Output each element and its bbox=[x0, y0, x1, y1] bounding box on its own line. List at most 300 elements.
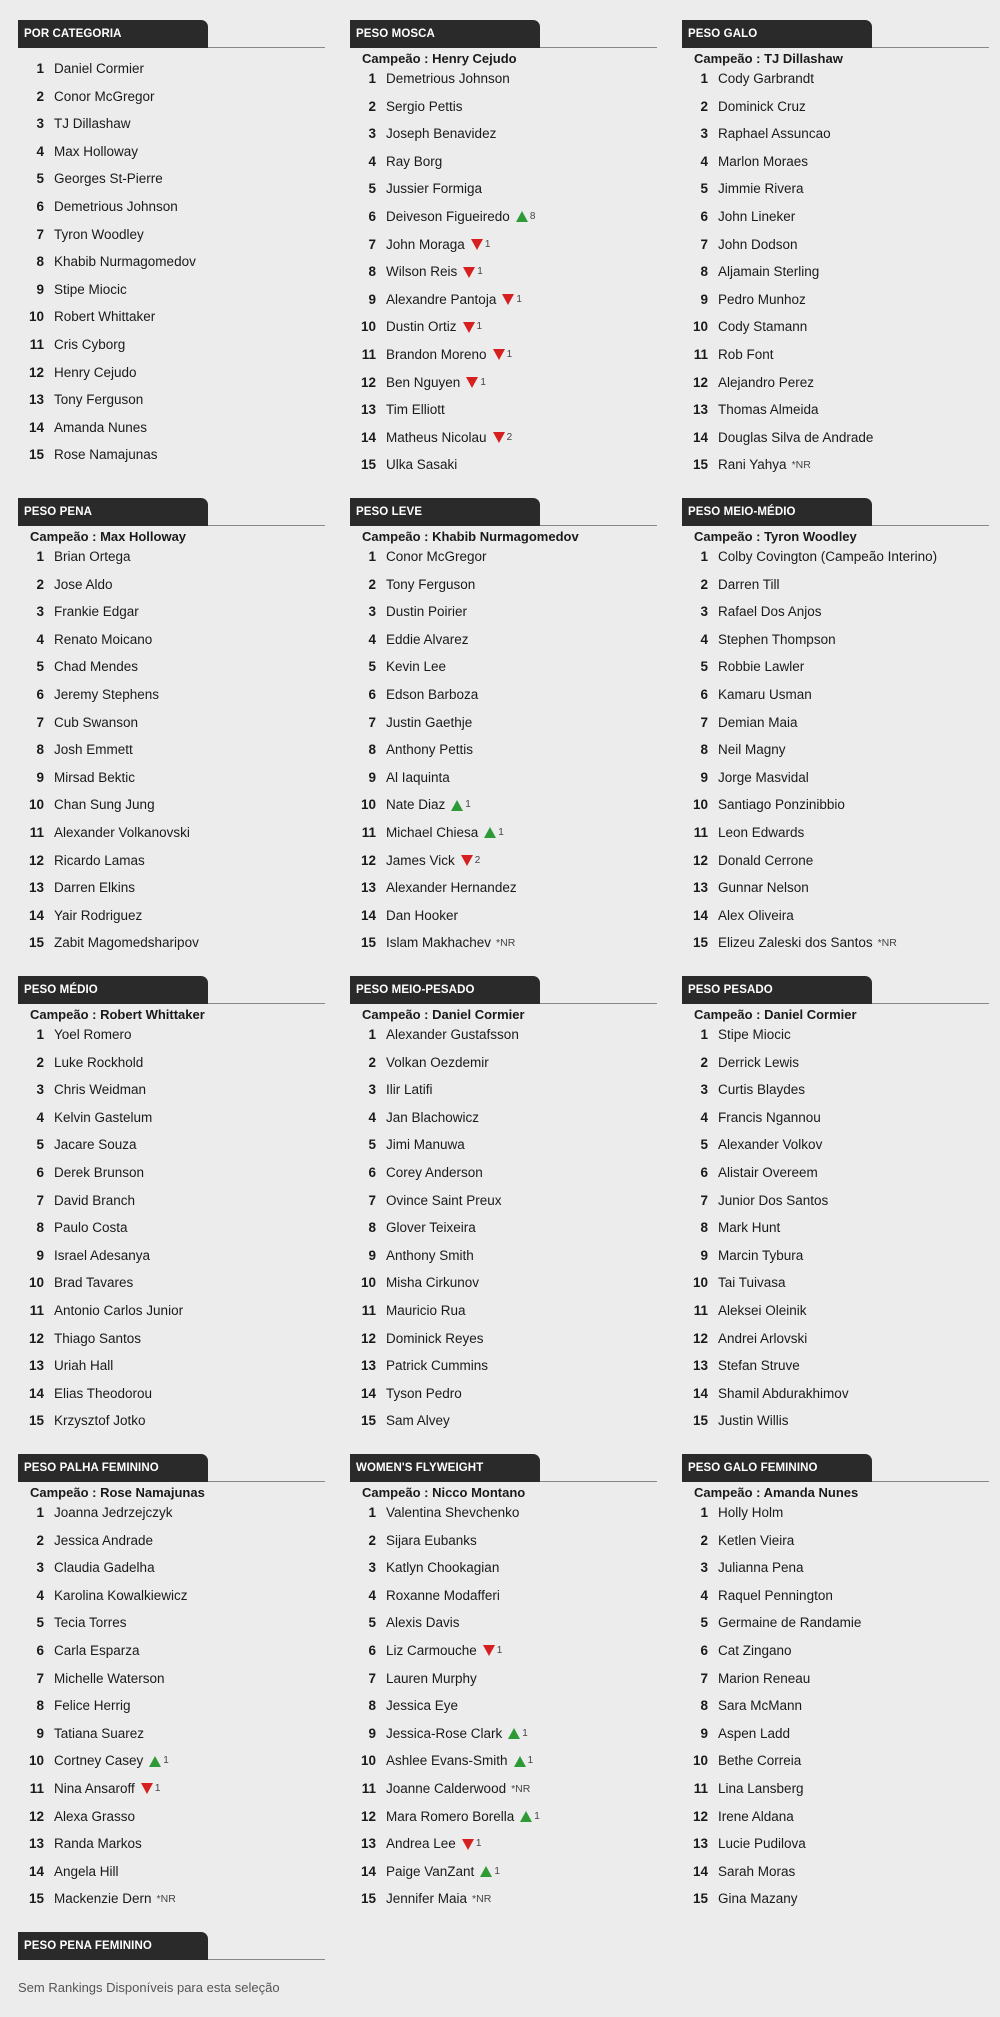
fighter-name[interactable]: Lauren Murphy bbox=[386, 1670, 477, 1686]
not-ranked-badge: *NR bbox=[156, 1893, 176, 1906]
fighter-name[interactable]: Anthony Pettis bbox=[386, 742, 474, 758]
panel-tab[interactable]: PESO PENA bbox=[18, 498, 208, 526]
fighter-name[interactable]: Stephen Thompson bbox=[718, 631, 836, 647]
ranking-row bbox=[682, 1860, 989, 1888]
ranking-row bbox=[18, 1271, 325, 1299]
ranking-row bbox=[682, 1161, 989, 1189]
fighter-name[interactable]: Alex Oliveira bbox=[718, 907, 794, 923]
fighter-name[interactable]: Daniel Cormier bbox=[54, 61, 145, 76]
fighter-name[interactable]: Dominick Reyes bbox=[386, 1330, 484, 1346]
rank-number: 8 bbox=[700, 1698, 708, 1714]
fighter-name[interactable]: Antonio Carlos Junior bbox=[54, 1302, 184, 1318]
fighter-name[interactable]: Sara McMann bbox=[718, 1698, 803, 1714]
empty-message: Sem Rankings Disponíveis para esta seleção bbox=[18, 1980, 280, 1995]
ranking-row bbox=[682, 1805, 989, 1833]
ranking-row bbox=[350, 683, 657, 711]
fighter-name[interactable]: Nate Diaz bbox=[386, 797, 446, 813]
fighter-name[interactable]: Tony Ferguson bbox=[386, 576, 476, 592]
fighter-name[interactable]: TJ Dillashaw bbox=[54, 116, 131, 132]
fighter-name[interactable]: Ben Nguyen bbox=[386, 374, 461, 390]
fighter-name[interactable]: Claudia Gadelha bbox=[54, 1560, 155, 1576]
fighter-name[interactable]: Andrei Arlovski bbox=[718, 1330, 808, 1346]
fighter-name[interactable]: Ilir Latifi bbox=[386, 1082, 433, 1098]
ranking-row bbox=[18, 57, 325, 85]
fighter-name[interactable]: Marion Reneau bbox=[718, 1670, 811, 1686]
ranking-row bbox=[18, 1667, 325, 1695]
rank-number: 4 bbox=[368, 631, 376, 647]
fighter-name[interactable]: Ray Borg bbox=[386, 153, 443, 169]
rank-number: 3 bbox=[700, 604, 708, 620]
fighter-name[interactable]: Elizeu Zaleski dos Santos bbox=[718, 935, 873, 951]
rank-number: 2 bbox=[700, 1054, 708, 1070]
fighter-name[interactable]: Renato Moicano bbox=[54, 631, 153, 647]
rank-number: 13 bbox=[28, 880, 44, 896]
ranking-row bbox=[682, 1271, 989, 1299]
movement-delta: 2 bbox=[506, 431, 513, 443]
fighter-name[interactable]: Conor McGregor bbox=[386, 549, 487, 564]
panel-tab[interactable]: PESO GALO FEMININO bbox=[682, 1454, 872, 1482]
fighter-name[interactable]: Justin Willis bbox=[718, 1413, 789, 1429]
fighter-name[interactable]: Thomas Almeida bbox=[718, 402, 819, 418]
fighter-name[interactable]: Colby Covington (Campeão Interino) bbox=[718, 549, 938, 564]
fighter-name[interactable]: Lina Lansberg bbox=[718, 1780, 804, 1796]
fighter-name[interactable]: Kevin Lee bbox=[386, 659, 447, 675]
fighter-name[interactable]: Jimi Manuwa bbox=[386, 1137, 465, 1153]
fighter-name[interactable]: Amanda Nunes bbox=[54, 419, 148, 435]
fighter-name[interactable]: Sergio Pettis bbox=[386, 98, 463, 114]
rank-number: 10 bbox=[360, 319, 376, 335]
fighter-name[interactable]: Michael Chiesa bbox=[386, 824, 479, 840]
champion-label: Campeão : Robert Whittaker bbox=[30, 1007, 205, 1022]
fighter-name[interactable]: Patrick Cummins bbox=[386, 1358, 489, 1374]
fighter-name[interactable]: Sijara Eubanks bbox=[386, 1532, 477, 1548]
fighter-name[interactable]: Krzysztof Jotko bbox=[54, 1413, 146, 1429]
rank-number: 12 bbox=[692, 852, 708, 868]
fighter-name[interactable]: Jennifer Maia bbox=[386, 1891, 468, 1907]
fighter-name[interactable]: Dominick Cruz bbox=[718, 98, 806, 114]
arrow-up-icon bbox=[514, 1756, 526, 1767]
fighter-name[interactable]: Francis Ngannou bbox=[718, 1109, 821, 1125]
ranking-row bbox=[18, 766, 325, 794]
ranking-row bbox=[18, 821, 325, 849]
fighter-name[interactable]: Dan Hooker bbox=[386, 907, 459, 923]
ranking-row bbox=[350, 371, 657, 399]
ranking-row bbox=[350, 1051, 657, 1079]
ranking-row bbox=[682, 1639, 989, 1667]
movement-delta: 1 bbox=[484, 238, 491, 250]
fighter-name[interactable]: Aspen Ladd bbox=[718, 1725, 791, 1741]
fighter-name[interactable]: Alistair Overeem bbox=[718, 1164, 818, 1180]
fighter-name[interactable]: Raquel Pennington bbox=[718, 1587, 833, 1603]
fighter-name[interactable]: Jacare Souza bbox=[54, 1137, 137, 1153]
rank-number: 12 bbox=[28, 1330, 44, 1346]
fighter-name[interactable]: Corey Anderson bbox=[386, 1164, 483, 1180]
rank-number: 12 bbox=[28, 364, 44, 380]
rank-number: 3 bbox=[368, 604, 376, 620]
fighter-name[interactable]: Glover Teixeira bbox=[386, 1220, 476, 1236]
fighter-name[interactable]: Joseph Benavidez bbox=[386, 126, 497, 142]
fighter-name[interactable]: Jose Aldo bbox=[54, 576, 113, 592]
ranking-row bbox=[18, 167, 325, 195]
ranking-row bbox=[18, 1749, 325, 1777]
panel-tab[interactable]: WOMEN'S FLYWEIGHT bbox=[350, 1454, 540, 1482]
fighter-name[interactable]: Derrick Lewis bbox=[718, 1054, 800, 1070]
movement-delta: 1 bbox=[506, 348, 513, 360]
fighter-name[interactable]: Dustin Poirier bbox=[386, 604, 468, 620]
fighter-name[interactable]: Donald Cerrone bbox=[718, 852, 814, 868]
ranking-row bbox=[350, 904, 657, 932]
ranking-row bbox=[18, 1556, 325, 1584]
ranking-row bbox=[18, 1611, 325, 1639]
ranking-row bbox=[682, 655, 989, 683]
rank-movement bbox=[516, 205, 536, 229]
fighter-name[interactable]: Germaine de Randamie bbox=[718, 1615, 862, 1631]
panel-tab[interactable]: PESO LEVE bbox=[350, 498, 540, 526]
rankings-grid bbox=[18, 20, 989, 1932]
fighter-name[interactable]: Rani Yahya bbox=[718, 457, 787, 473]
fighter-name[interactable]: Wilson Reis bbox=[386, 264, 458, 280]
fighter-name[interactable]: Julianna Pena bbox=[718, 1560, 804, 1576]
fighter-name[interactable]: Chris Weidman bbox=[54, 1082, 147, 1098]
fighter-name[interactable]: Demian Maia bbox=[718, 714, 798, 730]
ranking-row bbox=[18, 1694, 325, 1722]
fighter-name[interactable]: Jan Blachowicz bbox=[386, 1109, 480, 1125]
panel-tab[interactable]: PESO MOSCA bbox=[350, 20, 540, 48]
fighter-name[interactable]: Katlyn Chookagian bbox=[386, 1560, 500, 1576]
rank-number: 11 bbox=[29, 824, 44, 840]
fighter-name[interactable]: Valentina Shevchenko bbox=[386, 1505, 520, 1520]
ranking-row bbox=[682, 904, 989, 932]
rank-number: 15 bbox=[28, 935, 44, 951]
fighter-name[interactable]: Holly Holm bbox=[718, 1505, 784, 1520]
fighter-name[interactable]: Jeremy Stephens bbox=[54, 686, 160, 702]
rank-number: 10 bbox=[692, 797, 708, 813]
fighter-name[interactable]: John Moraga bbox=[386, 236, 465, 252]
fighter-name[interactable]: Tyson Pedro bbox=[386, 1385, 462, 1401]
fighter-name[interactable]: Yoel Romero bbox=[54, 1027, 132, 1042]
fighter-name[interactable]: Randa Markos bbox=[54, 1836, 142, 1852]
ranking-row bbox=[18, 655, 325, 683]
arrow-up-icon bbox=[480, 1866, 492, 1877]
ranking-row bbox=[682, 1611, 989, 1639]
fighter-name[interactable]: Roxanne Modafferi bbox=[386, 1587, 500, 1603]
ranking-row bbox=[350, 122, 657, 150]
panel-tab[interactable]: PESO MEIO-MÉDIO bbox=[682, 498, 872, 526]
fighter-name[interactable]: Robert Whittaker bbox=[54, 309, 156, 325]
rank-number: 1 bbox=[368, 1027, 376, 1042]
fighter-name[interactable]: Rafael Dos Anjos bbox=[718, 604, 822, 620]
rank-number: 10 bbox=[692, 1275, 708, 1291]
fighter-name[interactable]: Conor McGregor bbox=[54, 88, 155, 104]
fighter-name[interactable]: Neil Magny bbox=[718, 742, 786, 758]
fighter-name[interactable]: Demetrious Johnson bbox=[386, 71, 510, 86]
fighter-name[interactable]: Karolina Kowalkiewicz bbox=[54, 1587, 188, 1603]
ranking-row bbox=[682, 1382, 989, 1410]
fighter-name[interactable]: Dustin Ortiz bbox=[386, 319, 457, 335]
rank-number: 5 bbox=[36, 659, 44, 675]
fighter-name[interactable]: Alejandro Perez bbox=[718, 374, 815, 390]
fighter-name[interactable]: Alexis Davis bbox=[386, 1615, 460, 1631]
fighter-name[interactable]: Mara Romero Borella bbox=[386, 1808, 515, 1824]
rank-number: 7 bbox=[700, 1192, 708, 1208]
ranking-row bbox=[350, 1244, 657, 1272]
ranking-row bbox=[682, 766, 989, 794]
fighter-name[interactable]: Irene Aldana bbox=[718, 1808, 794, 1824]
fighter-name[interactable]: Chad Mendes bbox=[54, 659, 139, 675]
fighter-name[interactable]: Mackenzie Dern bbox=[54, 1891, 152, 1907]
panel-tab[interactable]: PESO PALHA FEMININO bbox=[18, 1454, 208, 1482]
fighter-name[interactable]: Volkan Oezdemir bbox=[386, 1054, 489, 1070]
fighter-name[interactable]: Kelvin Gastelum bbox=[54, 1109, 153, 1125]
fighter-name[interactable]: David Branch bbox=[54, 1192, 136, 1208]
fighter-name[interactable]: Cris Cyborg bbox=[54, 336, 126, 352]
fighter-name[interactable]: Robbie Lawler bbox=[718, 659, 805, 675]
ranking-row bbox=[350, 288, 657, 316]
ranking-panel bbox=[682, 498, 989, 976]
ranking-row bbox=[350, 1832, 657, 1860]
fighter-name[interactable]: Marlon Moraes bbox=[718, 153, 809, 169]
fighter-name[interactable]: Stefan Struve bbox=[718, 1358, 800, 1374]
rank-number: 11 bbox=[361, 1780, 376, 1796]
fighter-name[interactable]: Max Holloway bbox=[54, 143, 139, 159]
ranking-row bbox=[18, 545, 325, 573]
rank-movement bbox=[463, 260, 483, 284]
fighter-name[interactable]: Mauricio Rua bbox=[386, 1302, 466, 1318]
fighter-name[interactable]: Al Iaquinta bbox=[386, 769, 450, 785]
fighter-name[interactable]: Henry Cejudo bbox=[54, 364, 137, 380]
panel-tab[interactable]: PESO PENA FEMININO bbox=[18, 1932, 208, 1960]
fighter-name[interactable]: Anthony Smith bbox=[386, 1247, 474, 1263]
fighter-name[interactable]: Cat Zingano bbox=[718, 1642, 792, 1658]
ranking-panel bbox=[350, 1454, 657, 1932]
fighter-name[interactable]: Alexander Volkov bbox=[718, 1137, 823, 1153]
fighter-name[interactable]: Stipe Miocic bbox=[718, 1027, 791, 1042]
fighter-name[interactable]: Jorge Masvidal bbox=[718, 769, 809, 785]
ranking-row bbox=[18, 361, 325, 389]
fighter-name[interactable]: Alexander Volkanovski bbox=[54, 824, 190, 840]
fighter-name[interactable]: Junior Dos Santos bbox=[718, 1192, 829, 1208]
fighter-name[interactable]: Deiveson Figueiredo bbox=[386, 208, 510, 224]
fighter-name[interactable]: Lucie Pudilova bbox=[718, 1836, 806, 1852]
rank-number: 8 bbox=[36, 1220, 44, 1236]
rank-number: 11 bbox=[29, 336, 44, 352]
fighter-name[interactable]: Ulka Sasaki bbox=[386, 457, 458, 473]
fighter-name[interactable]: Aljamain Sterling bbox=[718, 264, 820, 280]
rank-number: 7 bbox=[368, 236, 376, 252]
rank-number: 13 bbox=[360, 402, 376, 418]
ranking-row bbox=[350, 1133, 657, 1161]
panel-tab[interactable]: PESO MÉDIO bbox=[18, 976, 208, 1004]
ranking-row bbox=[18, 1639, 325, 1667]
rank-number: 1 bbox=[368, 71, 376, 86]
fighter-name[interactable]: Cody Garbrandt bbox=[718, 71, 815, 86]
fighter-name[interactable]: Cortney Casey bbox=[54, 1753, 144, 1769]
panel-tab[interactable]: PESO GALO bbox=[682, 20, 872, 48]
fighter-name[interactable]: Jimmie Rivera bbox=[718, 181, 804, 197]
champion-label: Campeão : Nicco Montano bbox=[362, 1485, 526, 1500]
fighter-name[interactable]: Cody Stamann bbox=[718, 319, 808, 335]
ranking-row bbox=[682, 1133, 989, 1161]
rank-number: 9 bbox=[700, 1725, 708, 1741]
fighter-name[interactable]: Tai Tuivasa bbox=[718, 1275, 786, 1291]
rank-number: 15 bbox=[692, 935, 708, 951]
rank-number: 7 bbox=[36, 226, 44, 242]
ranking-panel bbox=[682, 1454, 989, 1932]
fighter-name[interactable]: Felice Herrig bbox=[54, 1698, 131, 1714]
rank-number: 5 bbox=[700, 1615, 708, 1631]
panel-tab[interactable]: PESO MEIO-PESADO bbox=[350, 976, 540, 1004]
ranking-row bbox=[682, 1051, 989, 1079]
ranking-row bbox=[18, 876, 325, 904]
ranking-row bbox=[18, 1777, 325, 1805]
fighter-name[interactable]: Cub Swanson bbox=[54, 714, 139, 730]
fighter-name[interactable]: Tim Elliott bbox=[386, 402, 445, 418]
ranking-row bbox=[350, 1409, 657, 1437]
fighter-name[interactable]: Nina Ansaroff bbox=[54, 1780, 135, 1796]
rank-number: 14 bbox=[692, 907, 708, 923]
fighter-name[interactable]: Frankie Edgar bbox=[54, 604, 139, 620]
fighter-name[interactable]: Marcin Tybura bbox=[718, 1247, 804, 1263]
fighter-name[interactable]: Paige VanZant bbox=[386, 1863, 475, 1879]
fighter-name[interactable]: Stipe Miocic bbox=[54, 281, 127, 297]
rank-number: 9 bbox=[700, 1247, 708, 1263]
fighter-name[interactable]: Elias Theodorou bbox=[54, 1385, 153, 1401]
fighter-name[interactable]: Santiago Ponzinibbio bbox=[718, 797, 845, 813]
panel-tab[interactable]: PESO PESADO bbox=[682, 976, 872, 1004]
fighter-name[interactable]: Brandon Moreno bbox=[386, 346, 487, 362]
ranking-row bbox=[682, 573, 989, 601]
fighter-name[interactable]: Matheus Nicolau bbox=[386, 429, 487, 445]
fighter-name[interactable]: Jessica Andrade bbox=[54, 1532, 154, 1548]
fighter-name[interactable]: Shamil Abdurakhimov bbox=[718, 1385, 849, 1401]
fighter-name[interactable]: Andrea Lee bbox=[386, 1836, 456, 1852]
fighter-name[interactable]: Michelle Waterson bbox=[54, 1670, 165, 1686]
fighter-name[interactable]: Brad Tavares bbox=[54, 1275, 134, 1291]
fighter-name[interactable]: Curtis Blaydes bbox=[718, 1082, 806, 1098]
ranking-row bbox=[350, 177, 657, 205]
movement-delta: 1 bbox=[475, 1838, 482, 1850]
fighter-name[interactable]: Luke Rockhold bbox=[54, 1054, 144, 1070]
arrow-up-icon bbox=[520, 1811, 532, 1822]
fighter-name[interactable]: Paulo Costa bbox=[54, 1220, 128, 1236]
fighter-name[interactable]: Yair Rodriguez bbox=[54, 907, 143, 923]
rank-number: 1 bbox=[36, 61, 44, 76]
movement-delta: 1 bbox=[494, 1865, 500, 1877]
ranking-list bbox=[682, 1501, 989, 1915]
fighter-name[interactable]: Khabib Nurmagomedov bbox=[54, 254, 196, 270]
ranking-row bbox=[682, 95, 989, 123]
fighter-name[interactable]: Ketlen Vieira bbox=[718, 1532, 795, 1548]
fighter-name[interactable]: Aleksei Oleinik bbox=[718, 1302, 807, 1318]
fighter-name[interactable]: Kamaru Usman bbox=[718, 686, 812, 702]
ranking-row bbox=[682, 876, 989, 904]
ranking-row bbox=[682, 1722, 989, 1750]
fighter-name[interactable]: Joanne Calderwood bbox=[386, 1780, 507, 1796]
rank-movement bbox=[149, 1749, 169, 1773]
rank-number: 8 bbox=[368, 742, 376, 758]
fighter-name[interactable]: Rob Font bbox=[718, 346, 774, 362]
fighter-name[interactable]: Raphael Assuncao bbox=[718, 126, 831, 142]
ranking-row bbox=[682, 343, 989, 371]
fighter-name[interactable]: Alexa Grasso bbox=[54, 1808, 136, 1824]
fighter-name[interactable]: Jessica-Rose Clark bbox=[386, 1725, 503, 1741]
fighter-name[interactable]: Ovince Saint Preux bbox=[386, 1192, 502, 1208]
ranking-row bbox=[18, 1529, 325, 1557]
fighter-name[interactable]: Mark Hunt bbox=[718, 1220, 781, 1236]
fighter-name[interactable]: James Vick bbox=[386, 852, 455, 868]
fighter-name[interactable]: Tecia Torres bbox=[54, 1615, 127, 1631]
fighter-name[interactable]: Joanna Jedrzejczyk bbox=[54, 1505, 173, 1520]
fighter-name[interactable]: John Dodson bbox=[718, 236, 798, 252]
fighter-name[interactable]: Georges St-Pierre bbox=[54, 171, 163, 187]
fighter-name[interactable]: Sam Alvey bbox=[386, 1413, 450, 1429]
ranking-row bbox=[18, 738, 325, 766]
ranking-row bbox=[682, 738, 989, 766]
fighter-name[interactable]: Mirsad Bektic bbox=[54, 769, 136, 785]
fighter-name[interactable]: Jessica Eye bbox=[386, 1698, 459, 1714]
fighter-name[interactable]: Darren Till bbox=[718, 576, 780, 592]
rank-number: 9 bbox=[36, 1725, 44, 1741]
fighter-name[interactable]: Chan Sung Jung bbox=[54, 797, 155, 813]
fighter-name[interactable]: Demetrious Johnson bbox=[54, 198, 178, 214]
fighter-name[interactable]: Tatiana Suarez bbox=[54, 1725, 145, 1741]
ranking-row bbox=[350, 1556, 657, 1584]
fighter-name[interactable]: Justin Gaethje bbox=[386, 714, 473, 730]
panel-tab[interactable]: POR CATEGORIA bbox=[18, 20, 208, 48]
fighter-name[interactable]: Leon Edwards bbox=[718, 824, 805, 840]
fighter-name[interactable]: Gunnar Nelson bbox=[718, 880, 809, 896]
fighter-name[interactable]: Israel Adesanya bbox=[54, 1247, 151, 1263]
fighter-name[interactable]: Thiago Santos bbox=[54, 1330, 142, 1346]
fighter-name[interactable]: John Lineker bbox=[718, 208, 796, 224]
fighter-name[interactable]: Liz Carmouche bbox=[386, 1642, 477, 1658]
fighter-name[interactable]: Islam Makhachev bbox=[386, 935, 492, 951]
fighter-name[interactable]: Josh Emmett bbox=[54, 742, 133, 758]
fighter-name[interactable]: Tyron Woodley bbox=[54, 226, 144, 242]
fighter-name[interactable]: Eddie Alvarez bbox=[386, 631, 469, 647]
fighter-name[interactable]: Ashlee Evans-Smith bbox=[386, 1753, 508, 1769]
fighter-name[interactable]: Bethe Correia bbox=[718, 1753, 802, 1769]
fighter-name[interactable]: Rose Namajunas bbox=[54, 447, 158, 463]
rank-number: 13 bbox=[692, 880, 708, 896]
fighter-name[interactable]: Uriah Hall bbox=[54, 1358, 114, 1374]
fighter-name[interactable]: Carla Esparza bbox=[54, 1642, 140, 1658]
fighter-name[interactable]: Douglas Silva de Andrade bbox=[718, 429, 874, 445]
fighter-name[interactable]: Edson Barboza bbox=[386, 686, 479, 702]
fighter-name[interactable]: Brian Ortega bbox=[54, 549, 131, 564]
fighter-name[interactable]: Ricardo Lamas bbox=[54, 852, 145, 868]
ranking-row bbox=[18, 305, 325, 333]
fighter-name[interactable]: Angela Hill bbox=[54, 1863, 119, 1879]
fighter-name[interactable]: Tony Ferguson bbox=[54, 392, 144, 408]
fighter-name[interactable]: Alexandre Pantoja bbox=[386, 291, 497, 307]
fighter-name[interactable]: Sarah Moras bbox=[718, 1863, 796, 1879]
fighter-name[interactable]: Darren Elkins bbox=[54, 880, 136, 896]
fighter-name[interactable]: Zabit Magomedsharipov bbox=[54, 935, 199, 951]
fighter-name[interactable]: Misha Cirkunov bbox=[386, 1275, 480, 1291]
rank-number: 6 bbox=[368, 1164, 376, 1180]
fighter-name[interactable]: Pedro Munhoz bbox=[718, 291, 806, 307]
fighter-name[interactable]: Derek Brunson bbox=[54, 1164, 145, 1180]
fighter-name[interactable]: Alexander Gustafsson bbox=[386, 1027, 519, 1042]
fighter-name[interactable]: Alexander Hernandez bbox=[386, 880, 517, 896]
rank-number: 7 bbox=[368, 1192, 376, 1208]
rank-number: 13 bbox=[692, 1358, 708, 1374]
rank-movement bbox=[461, 849, 481, 873]
fighter-name[interactable]: Gina Mazany bbox=[718, 1891, 798, 1907]
ranking-row bbox=[350, 1529, 657, 1557]
fighter-name[interactable]: Jussier Formiga bbox=[386, 181, 483, 197]
